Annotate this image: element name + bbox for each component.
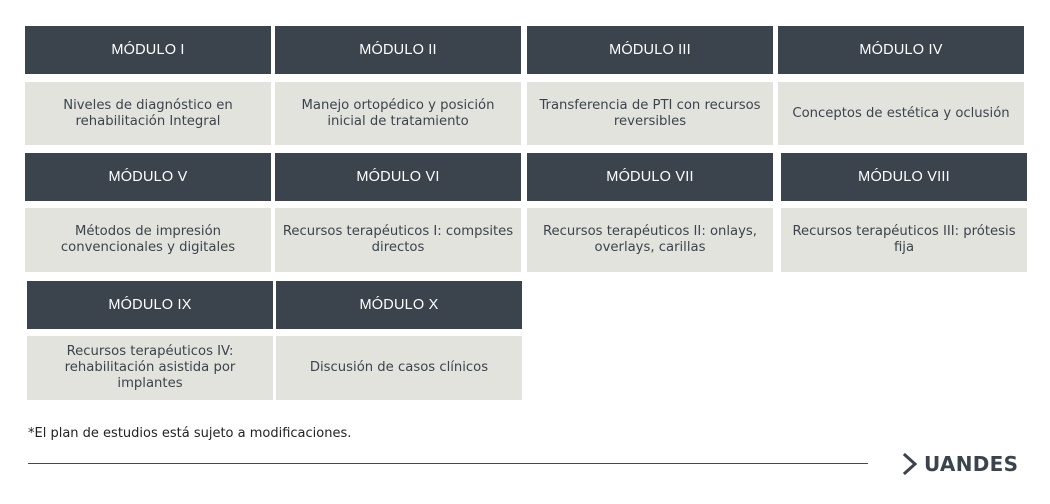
module-description: Recursos terapéuticos II: onlays, overlays, carillas xyxy=(527,208,773,272)
chevron-right-icon xyxy=(903,453,917,475)
module-header: MÓDULO VI xyxy=(275,153,521,201)
module-description: Manejo ortopédico y posición inicial de tratamiento xyxy=(275,82,521,145)
uandes-logo xyxy=(903,452,1018,476)
module-10 xyxy=(276,281,522,375)
module-4 xyxy=(778,26,1024,121)
module-1 xyxy=(25,26,271,129)
module-header: MÓDULO IX xyxy=(27,281,273,329)
module-description: Discusión de casos clínicos xyxy=(276,336,522,400)
module-header: MÓDULO X xyxy=(276,281,522,329)
module-5 xyxy=(25,153,271,255)
module-header: MÓDULO II xyxy=(275,26,521,74)
module-description: Niveles de diagnóstico en rehabilitación Integral xyxy=(25,82,271,145)
module-description: Transferencia de PTI con recursos reversibles xyxy=(527,82,773,145)
module-description: Recursos terapéuticos III: prótesis fija xyxy=(781,208,1027,272)
module-3 xyxy=(527,26,773,129)
module-description: Conceptos de estética y oclusión xyxy=(778,82,1024,145)
module-6 xyxy=(275,153,521,255)
module-9 xyxy=(27,281,273,391)
module-header: MÓDULO III xyxy=(527,26,773,74)
module-header: MÓDULO VIII xyxy=(781,153,1027,201)
module-header: MÓDULO V xyxy=(25,153,271,201)
module-8 xyxy=(781,153,1027,255)
module-description: Recursos terapéuticos IV: rehabilitación asistida por implantes xyxy=(27,336,273,400)
module-7 xyxy=(527,153,773,255)
module-description: Métodos de impresión convencionales y digitales xyxy=(25,208,271,272)
footnote: *El plan de estudios está sujeto a modificaciones. xyxy=(28,426,352,441)
divider-line xyxy=(28,463,868,464)
module-2 xyxy=(275,26,521,129)
module-header: MÓDULO VII xyxy=(527,153,773,201)
logo-text: UANDES xyxy=(924,452,1019,476)
module-description: Recursos terapéuticos I: compsites directos xyxy=(275,208,521,272)
module-header: MÓDULO I xyxy=(25,26,271,74)
module-header: MÓDULO IV xyxy=(778,26,1024,74)
